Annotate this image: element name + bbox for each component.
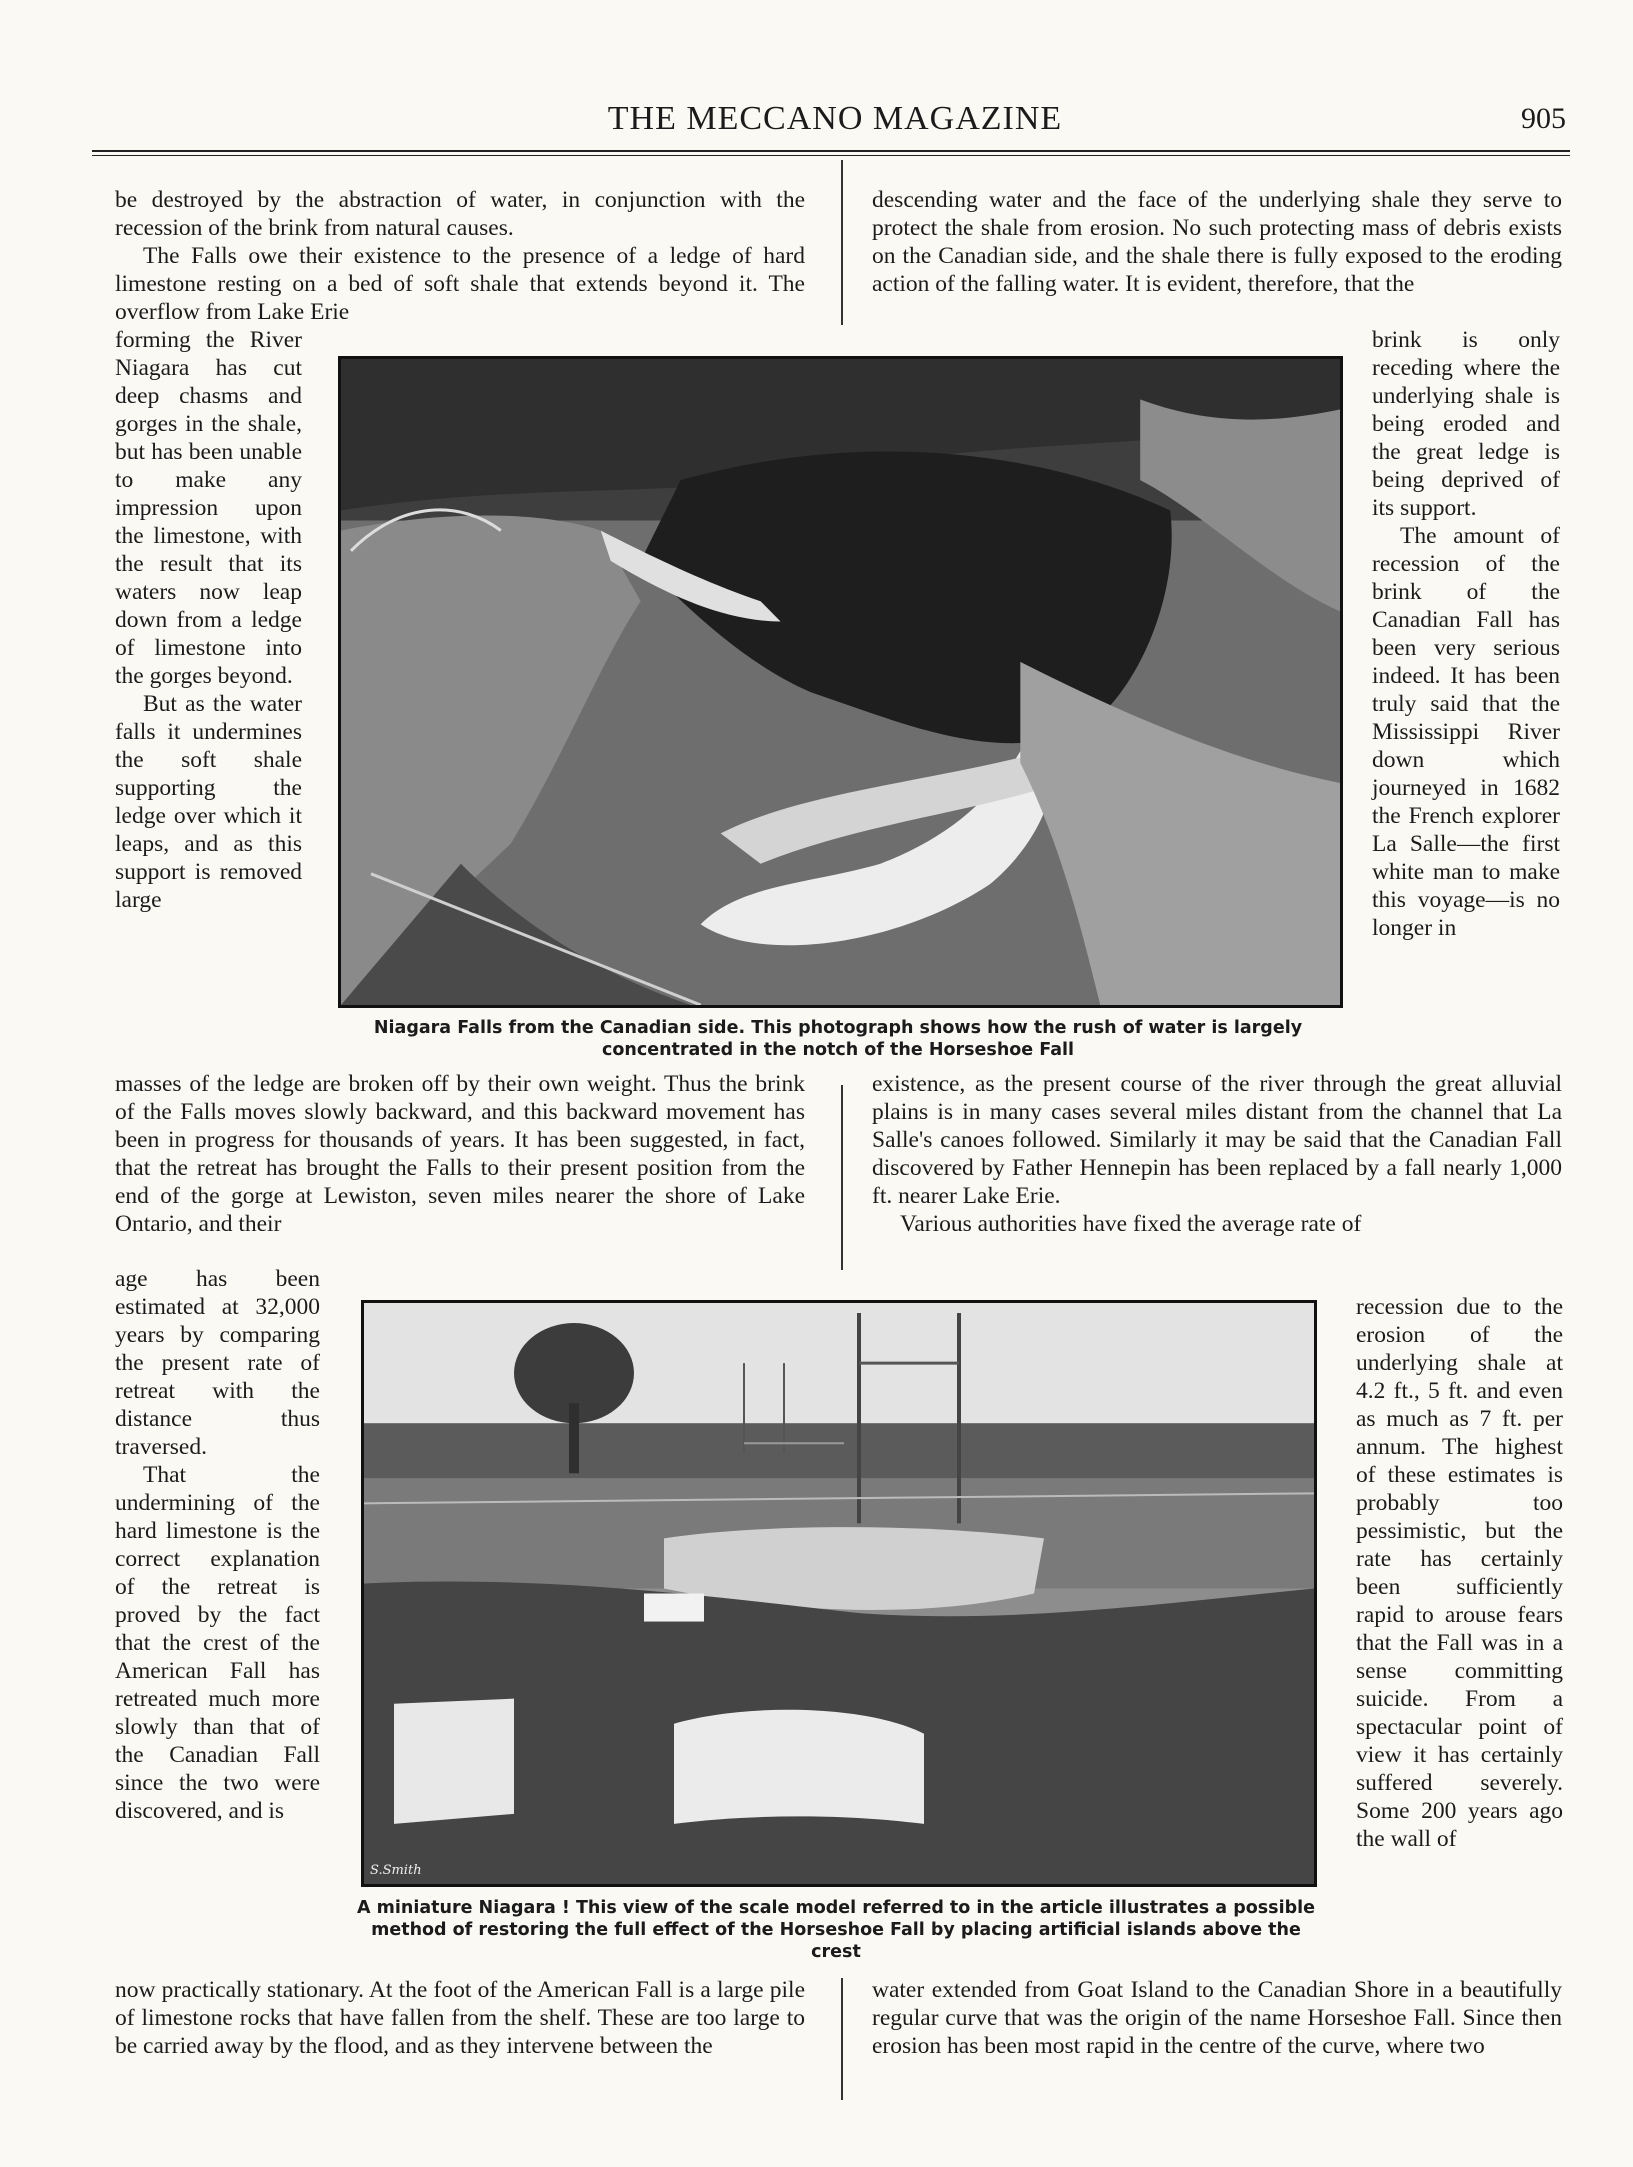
magazine-title: THE MECCANO MAGAZINE <box>607 100 1063 137</box>
text-bottom-right <box>872 1976 1562 2060</box>
paragraph: age has been estimated at 32,000 years by comparing the present rate of retreat with the distance thus traversed. <box>115 1266 320 1460</box>
paragraph: That the undermining of the hard limestone is the correct explanation of the retreat is proved by the fact that the crest of the American Fall has retreated much more slowly than that of the Canadian Fall since the two were discovered, and is <box>115 1462 320 1824</box>
text-top-right <box>872 186 1562 298</box>
text-band1-right <box>1372 326 1560 942</box>
paragraph: recession due to the erosion of the underlying shale at 4.2 ft., 5 ft. and even as much as 7 ft. per annum. The highest of these estimates is probably too pessimistic, but the rate has certainly been sufficiently rapid to arouse fears that the Fall was in a sense committing suicide. From a spectacular point of view it has certainly suffered severely. Some 200 years ago the wall of <box>1356 1294 1563 1852</box>
text-band1-left <box>115 326 302 914</box>
header-rule-thin <box>92 155 1570 156</box>
paragraph: descending water and the face of the underlying shale they serve to protect the shale from erosion. No such protecting mass of debris exists on the Canadian side, and the shale there is fully exposed to the eroding action of the falling water. It is evident, therefore, that the <box>872 187 1562 297</box>
paragraph: But as the water falls it undermines the soft shale supporting the ledge over which it leaps, and as this support is removed large <box>115 691 302 913</box>
photo1-caption: Niagara Falls from the Canadian side. This photograph shows how the rush of water is largely concentrated in the notch of the Horseshoe Fall <box>373 1018 1303 1060</box>
column-divider-middle <box>841 1085 843 1270</box>
page-number: 905 <box>1521 102 1566 135</box>
paragraph: The amount of recession of the brink of the Canadian Fall has been very serious indeed. It has been truly said that the Mississippi River down which journeyed in 1682 the French explorer La Salle—the first white man to make this voyage—is no longer in <box>1372 523 1560 941</box>
text-bottom-left <box>115 1976 805 2060</box>
text-band2-left <box>115 1265 320 1825</box>
text-middle-left <box>115 1070 805 1238</box>
aerial-photo-illustration <box>341 359 1340 1005</box>
niagara-aerial-photo <box>338 356 1343 1008</box>
page-header <box>100 100 1570 144</box>
photographer-signature: S.Smith <box>370 1863 422 1878</box>
column-divider-top <box>841 160 843 325</box>
header-rule <box>92 150 1570 152</box>
scale-model-photo <box>361 1300 1317 1887</box>
text-band2-right <box>1356 1293 1563 1853</box>
text-top-left <box>115 186 805 326</box>
paragraph: Various authorities have fixed the average rate of <box>900 1211 1362 1237</box>
scale-model-illustration <box>364 1303 1314 1884</box>
text-middle-right <box>872 1070 1562 1238</box>
paragraph: forming the River Niagara has cut deep chasms and gorges in the shale, but has been unable to make any impression upon the limestone, with the result that its waters now leap down from a ledge of limestone into the gorges beyond. <box>115 327 302 689</box>
paragraph: existence, as the present course of the river through the great alluvial plains is in many cases several miles distant from the channel that La Salle's canoes followed. Similarly it may be said that the Canadian Fall discovered by Father Hennepin has been replaced by a fall nearly 1,000 ft. nearer Lake Erie. <box>872 1071 1562 1209</box>
paragraph: masses of the ledge are broken off by their own weight. Thus the brink of the Falls moves slowly backward, and this backward movement has been in progress for thousands of years. It has been suggested, in fact, that the retreat has brought the Falls to their present position from the end of the gorge at Lewiston, seven miles nearer the shore of Lake Ontario, and their <box>115 1071 805 1237</box>
paragraph: water extended from Goat Island to the Canadian Shore in a beautifully regular curve that was the origin of the name Horseshoe Fall. Since then erosion has been most rapid in the centre of the curve, where two <box>872 1977 1562 2059</box>
paragraph: be destroyed by the abstraction of water, in conjunction with the recession of the brink from natural causes. <box>115 187 805 241</box>
column-divider-bottom <box>841 1978 843 2100</box>
paragraph: brink is only receding where the underlying shale is being eroded and the great ledge is being deprived of its support. <box>1372 327 1560 521</box>
photo2-caption: A miniature Niagara ! This view of the scale model referred to in the article illustrates a possible method of restoring the full effect of the Horseshoe Fall by placing artificial islands above the crest <box>357 1898 1315 1962</box>
paragraph: now practically stationary. At the foot of the American Fall is a large pile of limestone rocks that have fallen from the shelf. These are too large to be carried away by the flood, and as they intervene between the <box>115 1977 805 2059</box>
paragraph: The Falls owe their existence to the presence of a ledge of hard limestone resting on a bed of soft shale that extends beyond it. The overflow from Lake Erie <box>115 243 805 325</box>
